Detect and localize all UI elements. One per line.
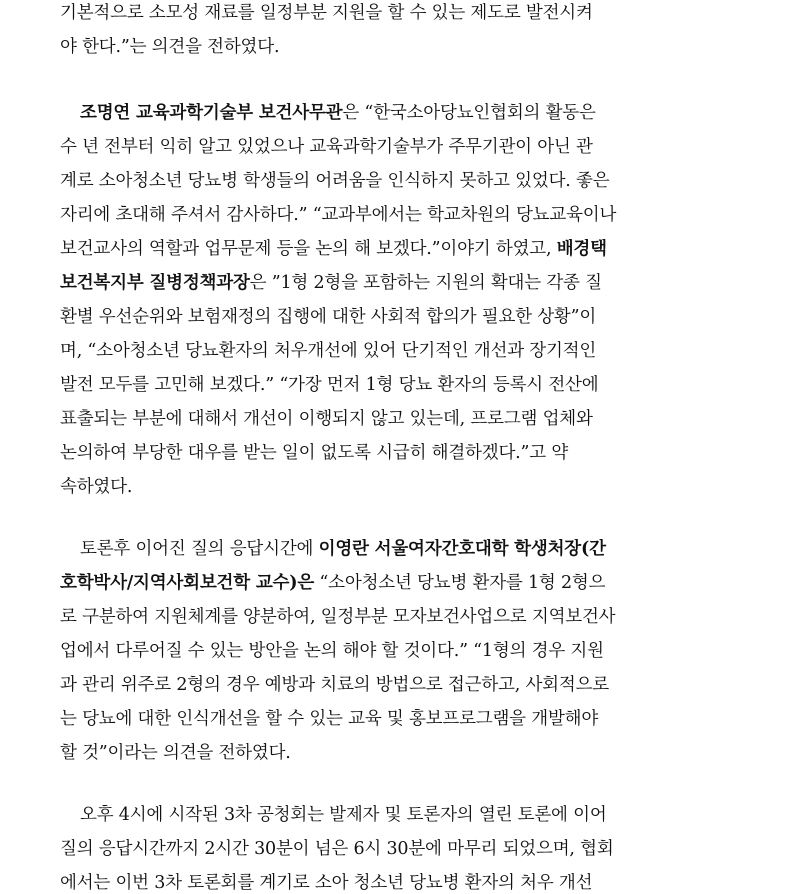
text-run: 오후 4시에 시작된 3차 공청회는 발제자 및 토론자의 열린 토론에 이어 — [80, 805, 607, 825]
bold-text-run: 조명연 교육과학기술부 보건사무관 — [80, 103, 343, 123]
paragraph-3-line-6 — [60, 709, 700, 729]
paragraph-4-line-2 — [60, 839, 700, 859]
text-run: 보건교사의 역할과 업무문제 등을 논의 해 보겠다.”이야기 하였고, — [60, 239, 557, 259]
bold-text-run: 이영란 서울여자간호대학 학생처장(간 — [318, 539, 606, 559]
paragraph-1-line-2 — [60, 37, 700, 57]
paragraph-2-line-4 — [60, 205, 700, 225]
text-run: 로 구분하여 지원체계를 양분하여, 일정부분 모자보건사업으로 지역보건사 — [60, 607, 616, 627]
paragraph-3-line-2 — [60, 573, 700, 593]
text-run: 환별 우선순위와 보험재정의 집행에 대한 사회적 합의가 필요한 상황”이 — [60, 307, 597, 327]
text-run: 은 “한국소아당뇨인협회의 활동은 — [342, 103, 596, 123]
text-run: 발전 모두를 고민해 보겠다.” “가장 먼저 1형 당뇨 환자의 등록시 전산에 — [60, 375, 599, 395]
text-run: 토론후 이어진 질의 응답시간에 — [80, 539, 319, 559]
paragraph-2-line-8 — [60, 341, 700, 361]
paragraph-2-line-7 — [60, 307, 700, 327]
paragraph-2-line-11 — [60, 443, 700, 463]
paragraph-2-line-12 — [60, 477, 700, 497]
text-run: 질의 응답시간까지 2시간 30분이 넘은 6시 30분에 마무리 되었으며, 협회 — [60, 839, 614, 859]
paragraph-2-line-1 — [80, 103, 700, 123]
paragraph-2-line-10 — [60, 409, 700, 429]
bold-text-run: 보건복지부 질병정책과장 — [60, 273, 250, 293]
paragraph-3-line-7 — [60, 743, 700, 763]
text-run: 계로 소아청소년 당뇨병 학생들의 어려움을 인식하지 못하고 있었다. 좋은 — [60, 171, 610, 191]
paragraph-2-line-5 — [60, 239, 700, 259]
text-run: 기본적으로 소모성 재료를 일정부분 지원을 할 수 있는 제도로 발전시켜 — [60, 3, 593, 23]
text-run: 자리에 초대해 주셔서 감사하다.” “교과부에서는 학교차원의 당뇨교육이나 — [60, 205, 617, 225]
paragraph-4-line-1 — [80, 805, 700, 825]
paragraph-2-line-3 — [60, 171, 700, 191]
text-run: 표출되는 부분에 대해서 개선이 이행되지 않고 있는데, 프로그램 업체와 — [60, 409, 593, 429]
text-run: 업에서 다루어질 수 있는 방안을 논의 해야 할 것이다.” “1형의 경우 지원 — [60, 641, 604, 661]
paragraph-2-line-6 — [60, 273, 700, 293]
text-run: 는 당뇨에 대한 인식개선을 할 수 있는 교육 및 홍보프로그램을 개발해야 — [60, 709, 599, 729]
bold-text-run: 배경택 — [556, 239, 607, 259]
text-run: 야 한다.”는 의견을 전하였다. — [60, 37, 280, 57]
text-run: 수 년 전부터 익히 알고 있었으나 교육과학기술부가 주무기관이 아닌 관 — [60, 137, 593, 157]
paragraph-3-line-5 — [60, 675, 700, 695]
text-run: 속하였다. — [60, 477, 133, 497]
paragraph-3-line-4 — [60, 641, 700, 661]
text-run: 논의하여 부당한 대우를 받는 일이 없도록 시급히 해결하겠다.”고 약 — [60, 443, 569, 463]
paragraph-1-line-1 — [60, 3, 700, 23]
text-run: 할 것”이라는 의견을 전하였다. — [60, 743, 291, 763]
paragraph-4-line-3 — [60, 873, 700, 893]
text-run: 은 ”1형 2형을 포함하는 지원의 확대는 각종 질 — [249, 273, 602, 293]
text-run: 에서는 이번 3차 토론회를 계기로 소아 청소년 당뇨병 환자의 처우 개선 — [60, 873, 593, 893]
text-run: “소아청소년 당뇨병 환자를 1형 2형으 — [314, 573, 606, 593]
text-run: 며, “소아청소년 당뇨환자의 처우개선에 있어 단기적인 개선과 장기적인 — [60, 341, 597, 361]
bold-text-run: 호학박사/지역사회보건학 교수)은 — [60, 573, 315, 593]
paragraph-2-line-9 — [60, 375, 700, 395]
paragraph-3-line-1 — [80, 539, 700, 559]
text-run: 과 관리 위주로 2형의 경우 예방과 치료의 방법으로 접근하고, 사회적으로 — [60, 675, 610, 695]
paragraph-3-line-3 — [60, 607, 700, 627]
paragraph-2-line-2 — [60, 137, 700, 157]
